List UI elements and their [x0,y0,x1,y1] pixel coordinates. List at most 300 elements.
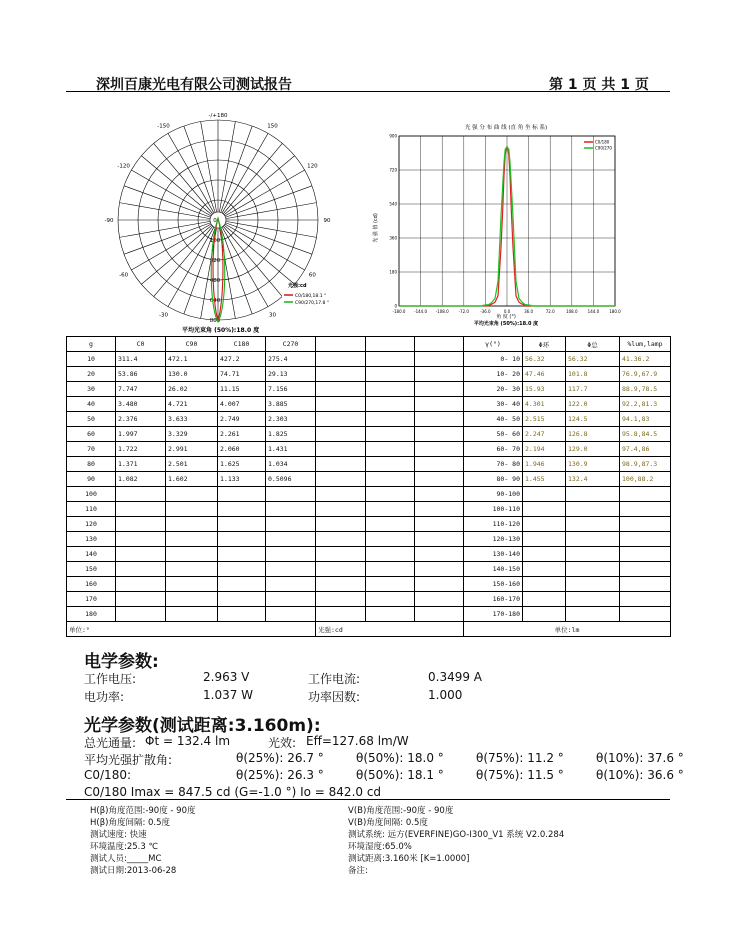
power-factor-label: 功率因数: [308,690,361,704]
table-cell [620,577,671,592]
y-tick-label: 0 [394,303,397,309]
table-cell: 0.5096 [266,472,316,487]
table-cell: 1.825 [266,427,316,442]
table-cell: 180 [67,607,116,622]
table-cell: 80 [67,457,116,472]
table-cell: 130.9 [566,457,620,472]
table-cell: 130-140 [464,547,523,562]
table-footer-row [67,622,671,637]
table-row [67,352,671,367]
electrical-section-title: 电学参数: [84,652,159,672]
table-header-cell: C180 [218,337,266,352]
table-cell [366,442,415,457]
polar-angle-label: 150 [267,123,278,130]
table-cell [415,562,464,577]
flux-value: Φt = 132.4 lm [145,734,231,748]
table-cell: 150 [67,562,116,577]
table-header-cell: C0 [116,337,166,352]
table-footer-unit-cd: 光强:cd [316,622,464,637]
spread-75: θ(75%): 11.2 ° [476,751,564,765]
table-cell [566,502,620,517]
polar-top-label: -/+180 [208,113,228,119]
table-cell: 1.034 [266,457,316,472]
table-cell: 30 [67,382,116,397]
table-cell [316,457,366,472]
table-cell [415,442,464,457]
table-cell: 110 [67,502,116,517]
polar-radial-label: 0 [213,218,217,224]
legend-label-1: C90/270 [595,145,612,151]
table-cell: 3.329 [166,427,218,442]
table-cell: 160 [67,577,116,592]
table-cell: 11.15 [218,382,266,397]
table-cell [116,547,166,562]
table-cell [523,562,566,577]
table-cell [366,412,415,427]
y-tick-label: 360 [389,235,397,241]
table-cell [166,502,218,517]
table-cell [523,517,566,532]
table-cell: 170-180 [464,607,523,622]
table-row [67,367,671,382]
efficacy-value: Eff=127.68 lm/W [306,734,409,748]
table-cell: 56.32 [523,352,566,367]
table-cell: 124.5 [566,412,620,427]
c0-10: θ(10%): 36.6 ° [596,768,684,782]
table-cell [218,547,266,562]
power-label: 电功率: [84,690,125,704]
cond-tester: 测试人员:_____MC [90,854,162,864]
table-header-cell [366,337,415,352]
table-cell [415,352,464,367]
table-cell [266,562,316,577]
spread-50: θ(50%): 18.0 ° [356,751,444,765]
table-row [67,427,671,442]
power-value: 1.037 W [203,688,254,702]
table-cell: 10- 20 [464,367,523,382]
table-cell [415,382,464,397]
table-cell: 7.156 [266,382,316,397]
table-cell: 2.515 [523,412,566,427]
table-row [67,457,671,472]
table-cell: 76.9,67.9 [620,367,671,382]
cond-humidity: 环境湿度:65.0% [348,842,412,852]
table-cell [620,562,671,577]
voltage-label: 工作电压: [84,672,137,686]
c0-25: θ(25%): 26.3 ° [236,768,324,782]
table-cell: 4.721 [166,397,218,412]
table-cell [415,607,464,622]
table-cell [266,592,316,607]
polar-angle-label: 120 [307,163,318,170]
imax-line: C0/180 Imax = 847.5 cd (G=-1.0 °) Io = 842.0 cd [84,785,382,799]
table-cell: 26.02 [166,382,218,397]
table-cell [366,367,415,382]
table-cell: 117.7 [566,382,620,397]
polar-angle-label: 60 [308,272,316,279]
table-cell [116,562,166,577]
optical-section-title: 光学参数(测试距离:3.160m): [84,716,321,736]
c0-label: C0/180: [84,768,132,782]
table-cell [523,547,566,562]
table-header-cell [415,337,464,352]
table-cell: 1.722 [116,442,166,457]
table-cell: 50 [67,412,116,427]
table-cell [366,472,415,487]
table-cell: 2.060 [218,442,266,457]
table-cell [366,382,415,397]
table-cell [523,577,566,592]
table-cell: 1.946 [523,457,566,472]
table-cell [316,367,366,382]
table-cell [620,547,671,562]
x-tick-label: 36.0 [524,309,534,314]
table-cell [316,592,366,607]
table-cell [316,472,366,487]
table-cell [415,577,464,592]
polar-angle-label: -30 [159,312,168,319]
table-cell [415,547,464,562]
table-cell [415,532,464,547]
c0-75: θ(75%): 11.5 ° [476,768,564,782]
polar-radial-label: 320 [209,258,221,264]
table-cell [366,397,415,412]
table-cell: 2.303 [266,412,316,427]
polar-radial-label: 480 [209,278,221,284]
table-cell: 1.431 [266,442,316,457]
table-cell [266,502,316,517]
c0-50: θ(50%): 18.1 ° [356,768,444,782]
table-cell: 40- 50 [464,412,523,427]
table-cell [166,487,218,502]
table-cell [218,592,266,607]
polar-angle-label: -120 [117,163,130,170]
cond-speed: 测试速度: 快速 [90,830,147,840]
voltage-value: 2.963 V [203,670,250,684]
x-tick-label: 72.0 [545,309,555,314]
table-cell [415,472,464,487]
table-cell: 110-120 [464,517,523,532]
table-header-cell: C270 [266,337,316,352]
table-cell [566,532,620,547]
table-cell [116,487,166,502]
table-cell [366,547,415,562]
table-cell [316,352,366,367]
table-cell [366,562,415,577]
polar-caption: 平均光束角 (50%):18.0 度 [182,327,260,334]
chart-caption: 平均光束角 (50%):18.0 度 [473,321,539,327]
table-cell [116,607,166,622]
table-cell [415,502,464,517]
x-tick-label: 108.0 [566,309,578,314]
table-cell: 130.0 [166,367,218,382]
table-cell [415,367,464,382]
table-cell [316,412,366,427]
table-row [67,502,671,517]
table-cell: 120-130 [464,532,523,547]
cond-v-range: V(B)角度范围:-90度 - 90度 [348,806,454,816]
y-tick-label: 540 [389,201,397,207]
table-cell [566,607,620,622]
table-cell: 100-110 [464,502,523,517]
flux-label: 总光通量: [84,736,137,750]
table-cell: 2.501 [166,457,218,472]
table-cell: 1.133 [218,472,266,487]
table-cell [218,607,266,622]
table-footer-unit-lm: 单位:lm [464,622,671,637]
table-cell [316,397,366,412]
table-cell: 56.32 [566,352,620,367]
table-cell [415,412,464,427]
table-cell: 20 [67,367,116,382]
x-tick-label: 180.0 [609,309,621,314]
polar-radial-label: 160 [209,238,221,244]
legend-label-0: C0/180 [595,139,610,145]
table-cell: 29.13 [266,367,316,382]
table-cell: 4.007 [218,397,266,412]
table-header-cell: Φ总 [566,337,620,352]
table-cell [116,592,166,607]
polar-angle-label: -60 [119,272,129,279]
table-cell [566,547,620,562]
x-tick-label: -72.0 [458,309,469,314]
table-cell [166,547,218,562]
chart-xlabel: 角 度 (°) [496,314,516,320]
table-cell [415,457,464,472]
table-cell [620,532,671,547]
table-cell [166,577,218,592]
table-cell: 122.0 [566,397,620,412]
table-cell: 60 [67,427,116,442]
table-row [67,442,671,457]
table-cell [366,517,415,532]
table-cell: 130 [67,532,116,547]
table-cell [316,547,366,562]
table-cell: 70- 80 [464,457,523,472]
table-cell [366,427,415,442]
y-tick-label: 900 [389,133,397,139]
table-cell: 70 [67,442,116,457]
table-row [67,592,671,607]
table-cell [266,517,316,532]
table-cell [620,502,671,517]
cond-h-range: H(β)角度范围:-90度 - 90度 [90,806,196,816]
table-cell [166,562,218,577]
table-cell [116,577,166,592]
table-cell: 4.301 [523,397,566,412]
power-factor-value: 1.000 [428,688,463,702]
table-cell [366,592,415,607]
table-cell: 3.633 [166,412,218,427]
table-cell: 3.885 [266,397,316,412]
cond-system: 测试系统: 远方(EVERFINE)GO-I300_V1 系统 V2.0.284 [348,830,565,840]
table-cell [316,427,366,442]
table-header-cell: γ(°) [464,337,523,352]
table-cell: 1.625 [218,457,266,472]
table-row [67,412,671,427]
table-row [67,547,671,562]
table-cell [366,457,415,472]
page-indicator: 第 1 页 共 1 页 [549,77,649,93]
table-cell: 53.86 [116,367,166,382]
table-cell [566,592,620,607]
table-cell [366,502,415,517]
table-cell [166,532,218,547]
table-cell: 2.194 [523,442,566,457]
table-row [67,577,671,592]
table-cell [218,532,266,547]
table-cell [366,487,415,502]
table-cell [116,532,166,547]
table-header-cell [316,337,366,352]
table-cell: 1.602 [166,472,218,487]
table-cell [566,577,620,592]
table-cell [523,487,566,502]
table-cell [316,382,366,397]
x-tick-label: -144.0 [414,309,428,314]
table-cell [316,502,366,517]
table-cell [316,487,366,502]
current-label: 工作电流: [308,672,361,686]
chart-title: 光 强 分 布 曲 线 (直 角 坐 标 系) [464,125,548,131]
table-cell: 60- 70 [464,442,523,457]
x-tick-label: -108.0 [435,309,449,314]
cond-temp: 环境温度:25.3 ℃ [90,842,159,852]
table-header-cell: Φ环 [523,337,566,352]
table-cell: 15.93 [523,382,566,397]
cond-distance: 测试距离:3.160米 [K=1.0000] [348,854,470,864]
polar-radial-label: 800 [209,318,221,324]
spread-label: 平均光强扩散角: [84,753,173,767]
polar-legend-title: 光强:cd [288,283,307,289]
table-cell: 10 [67,352,116,367]
y-tick-label: 180 [389,269,397,275]
table-row [67,532,671,547]
table-cell [266,487,316,502]
table-cell [218,577,266,592]
table-header-cell: C90 [166,337,218,352]
table-cell: 40 [67,397,116,412]
table-cell [566,517,620,532]
table-cell [415,397,464,412]
efficacy-label: 光效: [268,736,297,750]
table-cell [116,502,166,517]
table-row [67,517,671,532]
table-cell: 1.082 [116,472,166,487]
table-cell [166,607,218,622]
table-cell: 0- 10 [464,352,523,367]
table-cell [166,517,218,532]
table-cell [523,532,566,547]
table-cell: 311.4 [116,352,166,367]
table-cell: 1.997 [116,427,166,442]
table-cell: 120 [67,517,116,532]
cartesian-intensity-chart [366,120,622,330]
table-cell [218,562,266,577]
table-cell: 30- 40 [464,397,523,412]
table-cell [366,607,415,622]
table-cell [415,517,464,532]
table-cell [316,562,366,577]
table-cell [415,427,464,442]
y-tick-label: 720 [389,167,397,173]
table-header-cell: %lum,lamp [620,337,671,352]
x-tick-label: 144.0 [587,309,600,314]
table-row [67,607,671,622]
table-row [67,382,671,397]
current-value: 0.3499 A [428,670,483,684]
table-cell: 2.991 [166,442,218,457]
table-cell [620,487,671,502]
table-cell: 95.8,84.5 [620,427,671,442]
table-row [67,472,671,487]
spread-25: θ(25%): 26.7 ° [236,751,324,765]
table-cell: 1.455 [523,472,566,487]
table-cell: 427.2 [218,352,266,367]
table-cell [266,547,316,562]
table-cell [218,487,266,502]
table-cell: 47.46 [523,367,566,382]
chart-ylabel: 光 强 值 (cd) [373,213,379,243]
polar-legend-c0: C0/180,18.1 ° [295,294,327,299]
table-cell: 74.71 [218,367,266,382]
table-footer-unit-deg: 单位:° [67,622,316,637]
table-row [67,397,671,412]
spread-10: θ(10%): 37.6 ° [596,751,684,765]
table-cell: 7.747 [116,382,166,397]
table-cell [316,442,366,457]
table-cell [620,517,671,532]
polar-legend-c90: C90/270,17.8 ° [295,301,330,306]
table-cell: 97.4,86 [620,442,671,457]
table-row [67,487,671,502]
x-tick-label: -180.0 [392,309,406,314]
table-cell: 1.371 [116,457,166,472]
table-cell [316,532,366,547]
table-cell: 94.1,83 [620,412,671,427]
table-header-row [67,337,671,352]
table-cell: 88.9,78.5 [620,382,671,397]
cond-date: 测试日期:2013-06-28 [90,866,177,876]
table-cell: 129.0 [566,442,620,457]
table-cell [415,592,464,607]
table-cell: 2.261 [218,427,266,442]
table-cell [415,487,464,502]
table-cell: 126.8 [566,427,620,442]
table-cell: 2.376 [116,412,166,427]
polar-angle-label: -90 [104,218,114,224]
table-cell [316,577,366,592]
table-cell [266,532,316,547]
table-cell: 90-100 [464,487,523,502]
table-cell: 100,88.2 [620,472,671,487]
polar-intensity-diagram [100,110,350,336]
table-row [67,562,671,577]
table-cell [523,592,566,607]
table-cell: 160-170 [464,592,523,607]
intensity-table [66,336,671,637]
table-cell [523,607,566,622]
table-cell: 80- 90 [464,472,523,487]
table-cell [218,502,266,517]
table-cell [366,577,415,592]
cond-h-step: H(β)角度间隔: 0.5度 [90,818,171,828]
x-tick-label: -36.0 [480,309,491,314]
x-tick-label: 0.0 [503,309,511,314]
polar-angle-label: 30 [269,312,276,319]
table-header-cell: g [67,337,116,352]
cond-remark: 备注: [348,866,368,876]
